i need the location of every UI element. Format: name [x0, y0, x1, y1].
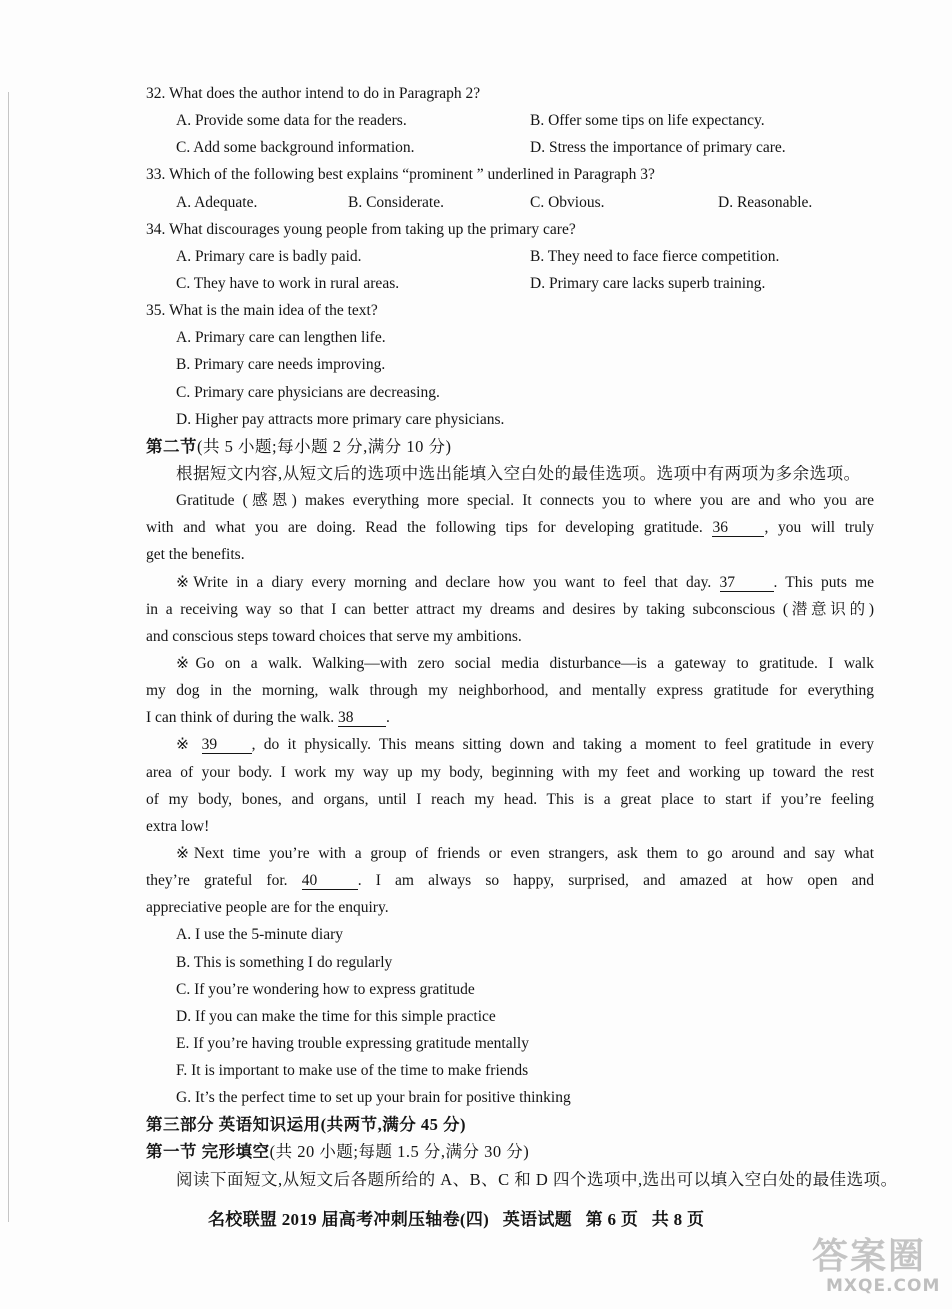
- tip-3-line-1: [146, 731, 874, 758]
- question-35-option-b: B. Primary care needs improving.: [176, 356, 386, 374]
- question-32-options-row-2: [146, 134, 874, 161]
- question-32-option-b: B. Offer some tips on life expectancy.: [530, 112, 765, 130]
- question-34-option-c: C. They have to work in rural areas.: [176, 274, 400, 292]
- tip-4-line-2: [146, 867, 874, 894]
- passage-text: I can think of during the walk.: [146, 709, 335, 727]
- question-34-options-row-2: [146, 270, 874, 297]
- question-32-option-c: C. Add some background information.: [176, 139, 415, 157]
- passage-text: . I am always so happy, surprised, and amazed at how open and: [357, 872, 874, 890]
- tip-3-line-3: of my body, bones, and organs, until I reach my head. This is a great place to start if you’re feeling: [146, 790, 874, 808]
- section-2-instructions: 根据短文内容,从短文后的选项中选出能填入空白处的最佳选项。选项中有两项为多余选项。: [176, 463, 861, 483]
- tip-2-line-3: [146, 704, 874, 731]
- question-33-options-row: [146, 189, 874, 216]
- choice-d: D. If you can make the time for this simple practice: [176, 1007, 496, 1025]
- passage-text: ※: [176, 736, 194, 754]
- section-3-heading: 第三部分 英语知识运用(共两节,满分 45 分): [146, 1115, 466, 1135]
- question-35-option-a: A. Primary care can lengthen life.: [176, 329, 386, 347]
- blank-40: 40: [302, 872, 358, 890]
- tip-1-line-2: in a receiving way so that I can better attract my dreams and desires by taking subconscious (潜意识的): [146, 600, 874, 618]
- question-34-stem: 34. What discourages young people from taking up the primary care?: [146, 220, 576, 238]
- question-34-options-row-1: [146, 243, 874, 270]
- passage-text: , you will truly: [764, 519, 875, 537]
- tip-3-line-4: extra low!: [146, 817, 210, 835]
- question-33-option-b: B. Considerate.: [348, 193, 444, 211]
- question-33-stem: 33. Which of the following best explains “prominent ” underlined in Paragraph 3?: [146, 166, 655, 184]
- blank-37: 37: [720, 574, 774, 592]
- question-34-option-b: B. They need to face fierce competition.: [530, 247, 780, 265]
- section-2-heading: [146, 433, 874, 460]
- section-3-instructions: 阅读下面短文,从短文后各题所给的 A、B、C 和 D 四个选项中,选出可以填入空白处的最佳选项。: [176, 1169, 898, 1189]
- choice-a: A. I use the 5-minute diary: [176, 926, 344, 944]
- tip-2-line-2: my dog in the morning, walk through my neighborhood, and mentally express gratitude for everything: [146, 682, 874, 700]
- question-33-option-c: C. Obvious.: [530, 193, 605, 211]
- question-35-option-c: C. Primary care physicians are decreasing.: [176, 383, 440, 401]
- tip-1-line-1: [146, 569, 874, 596]
- choice-c: C. If you’re wondering how to express gratitude: [176, 980, 475, 998]
- choice-b: B. This is something I do regularly: [176, 953, 393, 971]
- scan-margin-line: [8, 92, 9, 1222]
- section-3-subheading: [146, 1138, 874, 1165]
- passage-text: with and what you are doing. Read the following tips for developing gratitude.: [146, 519, 703, 537]
- passage-intro-line-3: get the benefits.: [146, 546, 245, 564]
- question-34-option-d: D. Primary care lacks superb training.: [530, 274, 766, 292]
- question-32-options-row-1: [146, 107, 874, 134]
- question-33-option-a: A. Adequate.: [176, 193, 258, 211]
- question-32-stem: 32. What does the author intend to do in Paragraph 2?: [146, 85, 481, 102]
- choice-g: G. It’s the perfect time to set up your brain for positive thinking: [176, 1089, 571, 1107]
- blank-36: 36: [712, 519, 764, 537]
- watermark-site: MXQE.COM: [826, 1276, 941, 1296]
- blank-38: 38: [338, 709, 386, 727]
- question-32-option-d: D. Stress the importance of primary care.: [530, 139, 786, 157]
- question-35-stem: 35. What is the main idea of the text?: [146, 302, 378, 320]
- choice-e: E. If you’re having trouble expressing gratitude mentally: [176, 1034, 529, 1052]
- tip-4-line-3: appreciative people are for the enquiry.: [146, 899, 389, 917]
- page-footer: 名校联盟 2019 届高考冲刺压轴卷(四) 英语试题 第 6 页 共 8 页: [208, 1210, 705, 1229]
- question-35-option-d: D. Higher pay attracts more primary care physicians.: [176, 410, 505, 428]
- passage-text: . This puts me: [773, 573, 875, 591]
- tip-2-line-1: ※Go on a walk. Walking—with zero social media disturbance—is a gateway to gratitude. I walk: [176, 654, 874, 672]
- passage-text: .: [385, 709, 390, 727]
- tip-3-line-2: area of your body. I work my way up my body, beginning with my feet and working up toward the rest: [146, 763, 874, 781]
- watermark-logo: 答案圈: [812, 1236, 927, 1277]
- passage-text: ※Write in a diary every morning and declare how you want to feel that day.: [176, 573, 712, 591]
- tip-1-line-3: and conscious steps toward choices that serve my ambitions.: [146, 627, 522, 645]
- tip-4-line-1: ※Next time you’re with a group of friends or even strangers, ask them to go around and say what: [176, 844, 874, 862]
- choice-f: F. It is important to make use of the time to make friends: [176, 1062, 529, 1080]
- question-32-option-a: A. Provide some data for the readers.: [176, 112, 407, 130]
- page-content: [146, 80, 898, 1193]
- section-2-heading-label: 第二节: [146, 436, 197, 456]
- passage-intro-line-1: Gratitude (感恩) makes everything more special. It connects you to where you are and who you are: [176, 492, 874, 510]
- section-2-heading-detail: (共 5 小题;每小题 2 分,满分 10 分): [197, 436, 452, 456]
- question-34-option-a: A. Primary care is badly paid.: [176, 247, 362, 265]
- section-3-sub-label: 第一节 完形填空: [146, 1142, 270, 1162]
- blank-39: 39: [202, 736, 252, 754]
- passage-text: , do it physically. This means sitting down and taking a moment to feel gratitude in every: [251, 736, 875, 754]
- question-33-option-d: D. Reasonable.: [718, 193, 813, 211]
- passage-intro-line-2: [146, 514, 874, 541]
- section-3-sub-detail: (共 20 小题;每题 1.5 分,满分 30 分): [269, 1142, 530, 1162]
- passage-text: they’re grateful for.: [146, 872, 288, 890]
